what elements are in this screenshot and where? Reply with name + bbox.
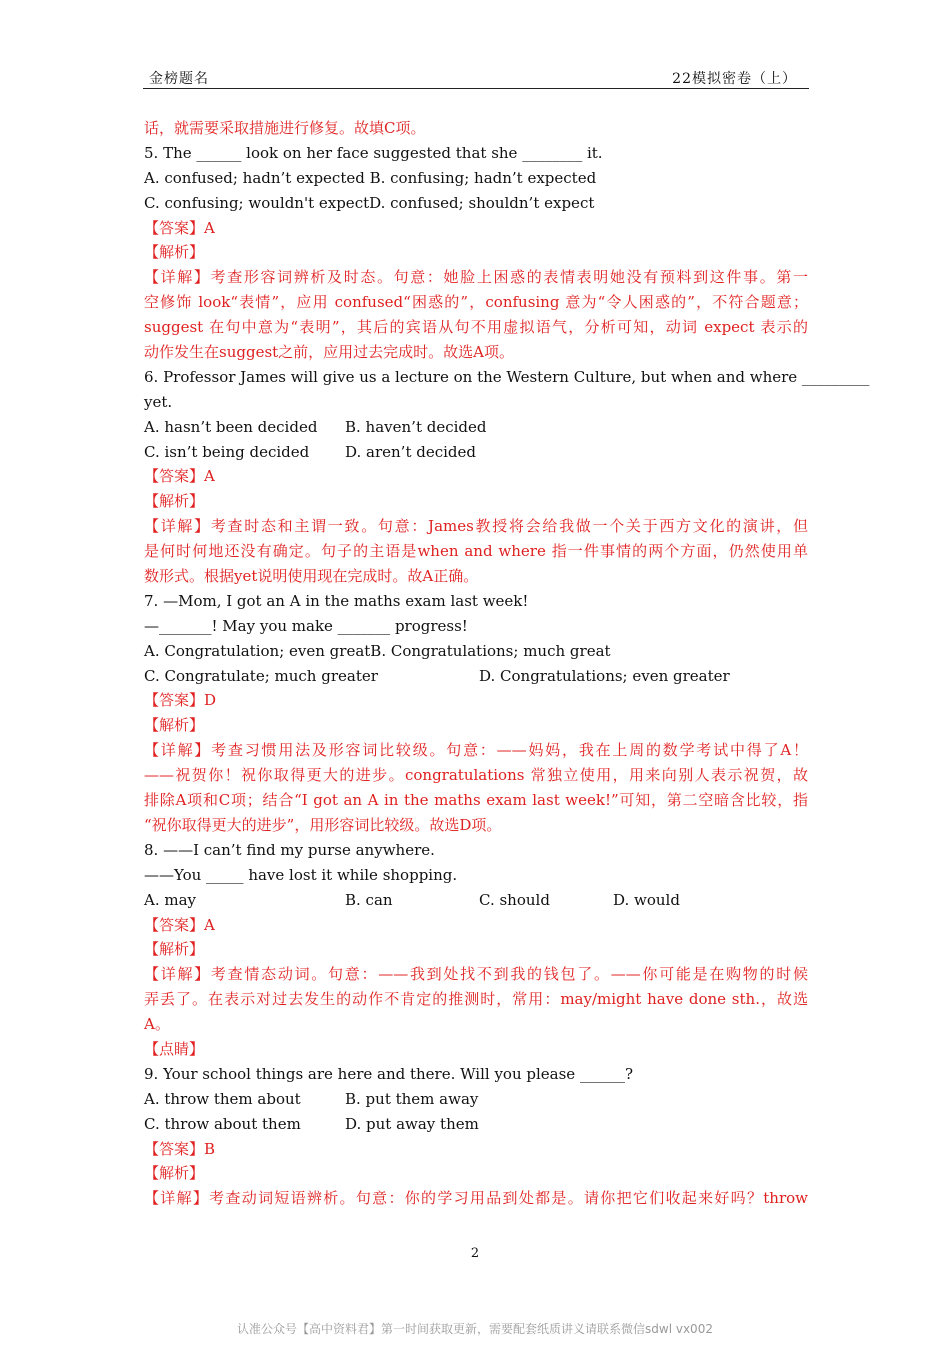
footer-note: 认准公众号【高中资料君】第一时间获取更新，需要配套纸质讲义请联系微信sdwl vx002: [237, 1322, 713, 1336]
options-line: [144, 1112, 808, 1137]
option-c: C. should: [479, 890, 550, 909]
question-6-cont: yet.: [144, 392, 173, 411]
question-6: 6. Professor James will give us a lecture on the Western Culture, but when and where _________: [144, 367, 870, 386]
answer-label: 【答案】A: [144, 915, 215, 934]
option-c: C. isn’t being decided: [144, 442, 310, 461]
explanation-line: ——祝贺你！祝你取得更大的进步。congratulations 常独立使用，用来向别人表示祝贺，故: [144, 766, 808, 785]
option-d: D. put away them: [345, 1114, 479, 1133]
analysis-label: 【解析】: [144, 716, 205, 735]
document-body: [144, 116, 870, 1211]
question-9: 9. Your school things are here and there. Will you please ______?: [144, 1064, 633, 1083]
highlight-label: 【点睛】: [144, 1039, 205, 1058]
options-line: A. Congratulation; even greatB. Congratulations; much great: [144, 641, 611, 660]
option-b: B. haven’t decided: [345, 417, 487, 436]
options-line: [144, 664, 808, 689]
options-line: [144, 415, 808, 440]
question-7: 7. —Mom, I got an A in the maths exam last week!: [144, 591, 529, 610]
explanation-line: 动作发生在suggest之前，应用过去完成时。故选A项。: [144, 343, 514, 362]
option-b: B. can: [345, 890, 393, 909]
explanation-line: 弄丢了。在表示对过去发生的动作不肯定的推测时，常用：may/might have done sth.，故选: [144, 990, 808, 1009]
options-line: [144, 888, 808, 913]
text-line: 话，就需要采取措施进行修复。故填C项。: [144, 119, 426, 137]
explanation-line: “祝你取得更大的进步”，用形容词比较级。故选D项。: [144, 815, 502, 834]
question-7-reply: —_______! May you make _______ progress!: [144, 616, 468, 635]
explanation-line: 空修饰 look“表情”，应用 confused“困惑的”，confusing 意为“令人困惑的”，不符合题意；: [144, 293, 808, 312]
options-line: A. confused; hadn’t expected B. confusing; hadn’t expected: [144, 168, 597, 187]
page-number: 2: [470, 1246, 480, 1261]
options-line: C. confusing; wouldn't expectD. confused; shouldn’t expect: [144, 193, 595, 212]
options-line: [144, 440, 808, 465]
explanation-line: A。: [144, 1015, 170, 1034]
analysis-label: 【解析】: [144, 492, 205, 511]
explanation-line: 是何时何地还没有确定。句子的主语是when and where 指一件事情的两个方面，仍然使用单: [144, 542, 808, 561]
explanation-line: 排除A项和C项；结合“I got an A in the maths exam last week!”可知，第二空暗含比较，指: [144, 791, 808, 810]
explanation-line: 【详解】考查时态和主谓一致。句意：James教授将会给我做一个关于西方文化的演讲，但: [144, 517, 808, 536]
option-a: A. throw them about: [144, 1089, 301, 1108]
explanation-line: 【详解】考查形容词辨析及时态。句意：她脸上困惑的表情表明她没有预料到这件事。第一: [144, 268, 808, 287]
answer-label: 【答案】A: [144, 218, 215, 237]
option-d: D. aren’t decided: [345, 442, 477, 461]
options-line: [144, 1087, 808, 1112]
option-b: B. put them away: [345, 1089, 479, 1108]
answer-label: 【答案】B: [144, 1139, 216, 1158]
analysis-label: 【解析】: [144, 243, 205, 262]
question-8: 8. ——I can’t find my purse anywhere.: [144, 840, 435, 859]
header-title: 金榜题名: [149, 71, 209, 87]
option-a: A. hasn’t been decided: [144, 417, 318, 436]
explanation-line: 【详解】考查动词短语辨析。句意：你的学习用品到处都是。请你把它们收起来好吗？throw: [144, 1189, 808, 1208]
page-header: [143, 66, 809, 89]
option-c: C. throw about them: [144, 1114, 301, 1133]
question-5: 5. The ______ look on her face suggested that she ________ it.: [144, 143, 603, 162]
explanation-line: suggest 在句中意为“表明”，其后的宾语从句不用虚拟语气，分析可知，动词 expect 表示的: [144, 318, 808, 337]
option-d: D. Congratulations; even greater: [479, 666, 730, 685]
analysis-label: 【解析】: [144, 940, 205, 959]
answer-label: 【答案】D: [144, 691, 217, 710]
explanation-line: 【详解】考查习惯用法及形容词比较级。句意：——妈妈，我在上周的数学考试中得了A！: [144, 741, 808, 760]
question-8-reply: ——You _____ have lost it while shopping.: [144, 865, 458, 884]
explanation-line: 数形式。根据yet说明使用现在完成时。故A正确。: [144, 567, 479, 586]
analysis-label: 【解析】: [144, 1164, 205, 1183]
option-d: D. would: [613, 890, 680, 909]
explanation-line: 【详解】考查情态动词。句意：——我到处找不到我的钱包了。——你可能是在购物的时候: [144, 965, 808, 984]
answer-label: 【答案】A: [144, 467, 215, 486]
option-c: C. Congratulate; much greater: [144, 666, 378, 685]
option-a: A. may: [144, 890, 197, 909]
header-exam-name: 22模拟密卷（上）: [672, 71, 797, 87]
